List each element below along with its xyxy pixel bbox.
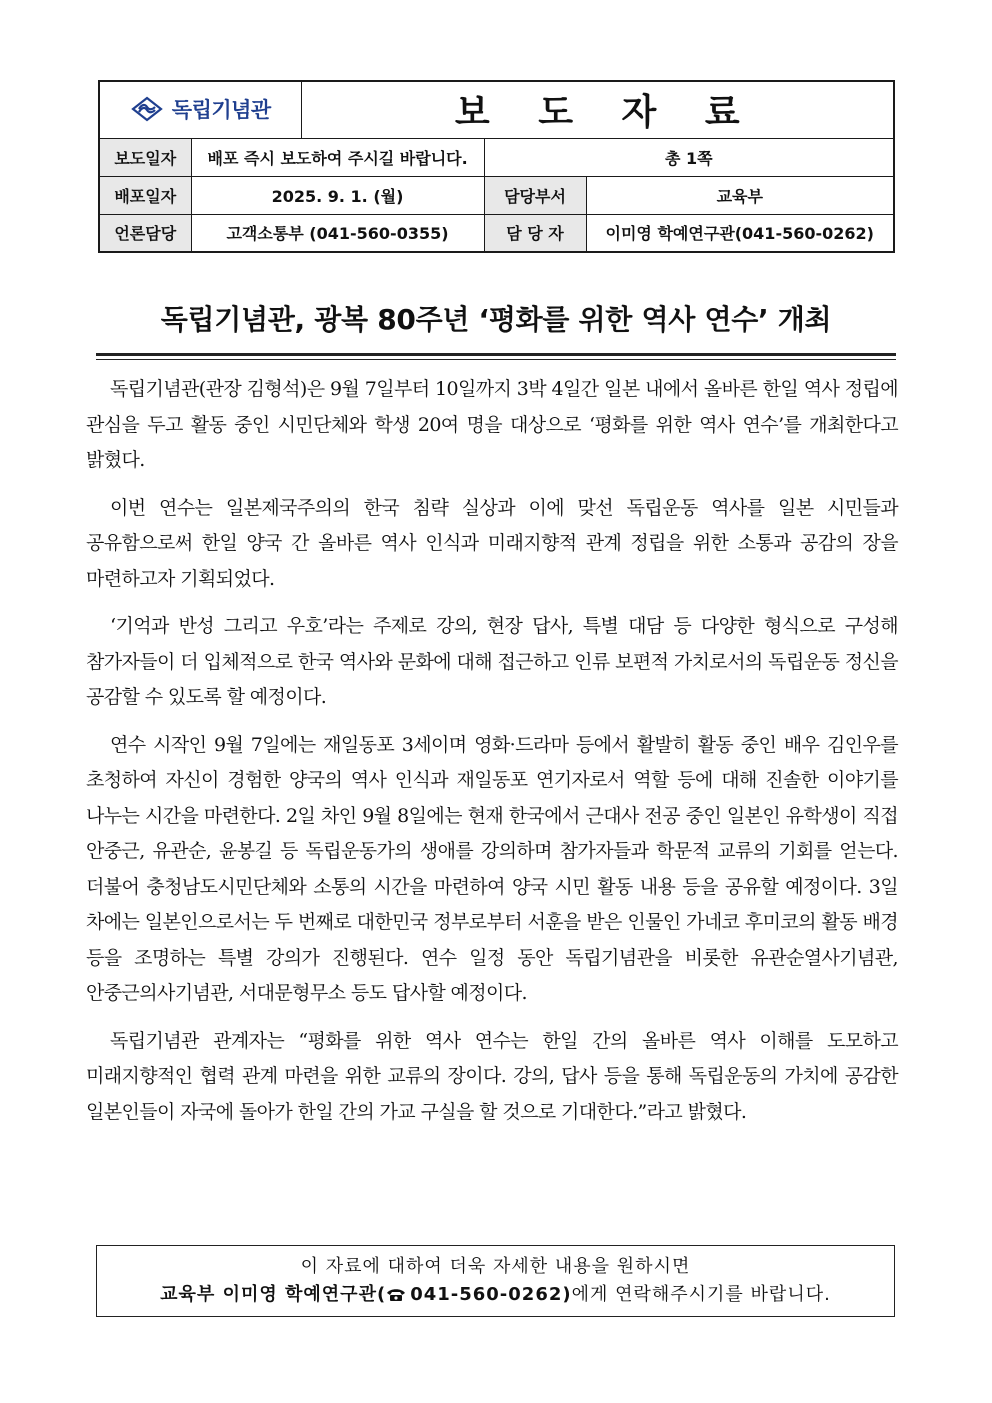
report-date-label: 보도일자 (99, 138, 191, 176)
contact-line-1: 이 자료에 대하여 더욱 자세한 내용을 원하시면 (300, 1256, 691, 1277)
headline-rule-thin (96, 359, 896, 360)
contact-suffix: 에게 연락해주시기를 바랍니다. (571, 1284, 831, 1305)
press-contact-value: 고객소통부 (041-560-0355) (191, 214, 484, 252)
person-in-charge-label: 담 당 자 (484, 214, 586, 252)
logo-cell (99, 81, 301, 138)
contact-phone: 041-560-0262) (410, 1284, 572, 1305)
press-contact-label: 언론담당 (99, 214, 191, 252)
contact-name: 교육부 이미영 학예연구관( (160, 1284, 387, 1305)
report-date-value: 배포 즉시 보도하여 주시길 바랍니다. (191, 138, 484, 176)
logo-emblem-icon (130, 96, 164, 122)
contact-box (96, 1245, 895, 1317)
paragraph-1: 독립기념관(관장 김형석)은 9월 7일부터 10일까지 3박 4일간 일본 내에서 올바른 한일 역사 정립에 관심을 두고 활동 중인 시민단체와 학생 20여 명을 대상으로 ‘평화를 위한 역사 연수’를 개최한다고 밝혔다. (86, 378, 898, 471)
logo (130, 94, 271, 124)
document-title: 보 도 자 료 (301, 81, 894, 138)
paragraph-3: ‘기억과 반성 그리고 우호’라는 주제로 강의, 현장 답사, 특별 대담 등 다양한 형식으로 구성해 참가자들이 더 입체적으로 한국 역사와 문화에 대해 접근하고 인류 보편적 가치로서의 독립운동 정신을 공감할 수 있도록 할 예정이다. (86, 615, 898, 708)
phone-icon (386, 1287, 406, 1302)
paragraph-5: 독립기념관 관계자는 “평화를 위한 역사 연수는 한일 간의 올바른 역사 이해를 도모하고 미래지향적인 협력 관계 마련을 위한 교류의 장이다. 강의, 답사 등을 통해 독립운동의 가치에 공감한 일본인들이 자국에 돌아가 한일 간의 가교 구실을 할 것으로 기대한다.”라고 밝혔다. (86, 1029, 898, 1123)
headline: 독립기념관, 광복 80주년 ‘평화를 위한 역사 연수’ 개최 (160, 303, 832, 336)
paragraph-2: 이번 연수는 일본제국주의의 한국 침략 실상과 이에 맞선 독립운동 역사를 일본 시민들과 공유함으로써 한일 양국 간 올바른 역사 인식과 미래지향적 관계 정립을 위한 소통과 공감의 장을 마련하고자 기획되었다. (86, 496, 898, 590)
logo-text: 독립기념관 (171, 97, 271, 122)
headline-rule-thick (96, 353, 896, 356)
distribution-date-value: 2025. 9. 1. (월) (191, 176, 484, 214)
article-body (86, 372, 898, 1142)
person-in-charge-value: 이미영 학예연구관(041-560-0262) (586, 214, 894, 252)
department-value: 교육부 (586, 176, 894, 214)
paragraph-4: 연수 시작인 9월 7일에는 재일동포 3세이며 영화·드라마 등에서 활발히 활동 중인 배우 김인우를 초청하여 자신이 경험한 양국의 역사 인식과 재일동포 연기자로서 역할 등에 대해 진솔한 이야기를 나누는 시간을 마련한다. 2일 차인 9월 8일에는 현재 한국에서 근대사 전공 중인 일본인 유학생이 직접 안중근, 유관순, 윤봉길 등 독립운동가의 생애를 강의하며 참가자들과 학문적 교류의 기회를 얻는다. 더불어 충청남도시민단체와 소통의 시간을 마련하여 양국 시민 활동 내용 등을 공유할 예정이다. 3일 차에는 일본인으로서는 두 번째로 대한민국 정부로부터 서훈을 받은 인물인 가네코 후미코의 활동 배경 등을 조명하는 특별 강의가 진행된다. 연수 일정 동안 독립기념관을 비롯한 유관순열사기념관, 안중근의사기념관, 서대문형무소 등도 답사할 예정이다. (86, 733, 898, 1004)
page-count: 총 1쪽 (484, 138, 894, 176)
distribution-date-label: 배포일자 (99, 176, 191, 214)
contact-line-2 (97, 1281, 894, 1309)
header-table (98, 80, 895, 253)
department-label: 담당부서 (484, 176, 586, 214)
